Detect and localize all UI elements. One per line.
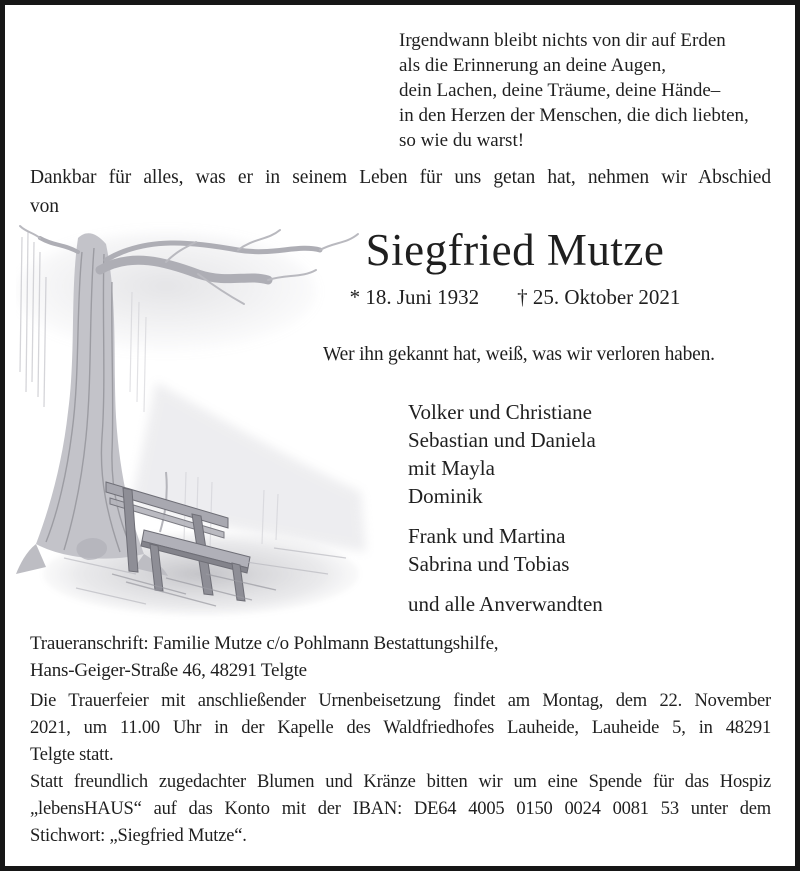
- mourner-name: mit Mayla: [408, 456, 495, 480]
- farewell-text: [30, 163, 771, 221]
- poem-line: als die Erinnerung an deine Augen,: [399, 55, 666, 76]
- donation-line: „lebensHAUS“ auf das Konto mit der IBAN: DE64 4005 0150 0024 0081 53 unter dem: [30, 799, 771, 819]
- deceased-name: Siegfried Mutze: [365, 225, 665, 275]
- mourner-name: und alle Anverwandten: [408, 592, 603, 616]
- tree-bench-sketch: [16, 222, 374, 620]
- service-line: Telgte statt.: [30, 745, 114, 765]
- address-line: Traueranschrift: Familie Mutze c/o Pohlmann Bestattungshilfe,: [30, 633, 499, 654]
- mourner-name: Sabrina und Tobias: [408, 552, 570, 576]
- service-details: [30, 688, 771, 769]
- poem-line: in den Herzen der Menschen, die dich liebten,: [399, 105, 749, 126]
- mourner-name: Sebastian und Daniela: [408, 428, 596, 452]
- mourner-name: Frank und Martina: [408, 524, 566, 548]
- life-dates: [330, 285, 700, 310]
- service-line: 2021, um 11.00 Uhr in der Kapelle des Waldfriedhofes Lauheide, Lauheide 5, in 48291: [30, 718, 771, 738]
- poem-line: Irgendwann bleibt nichts von dir auf Erden: [399, 30, 726, 51]
- poem-line: so wie du warst!: [399, 130, 525, 151]
- service-line: Die Trauerfeier mit anschließender Urnenbeisetzung findet am Montag, dem 22. November: [30, 691, 771, 711]
- address-line: Hans-Geiger-Straße 46, 48291 Telgte: [30, 660, 307, 681]
- mourner-name: Volker und Christiane: [408, 400, 592, 424]
- death-date: † 25. Oktober 2021: [517, 285, 681, 309]
- epitaph-line: Wer ihn gekannt hat, weiß, was wir verloren haben.: [323, 344, 715, 365]
- birth-date: * 18. Juni 1932: [349, 285, 480, 309]
- mourners-list: [408, 398, 603, 618]
- mourner-name: Dominik: [408, 484, 483, 508]
- funeral-address: [30, 630, 498, 684]
- mourners-group: [408, 398, 603, 510]
- farewell-line: von: [30, 196, 59, 217]
- deceased-block: [330, 224, 700, 310]
- donation-request: [30, 769, 771, 850]
- memorial-poem: [399, 28, 785, 153]
- farewell-line: Dankbar für alles, was er in seinem Leben für uns getan hat, nehmen wir Abschied: [30, 167, 771, 188]
- donation-line: Statt freundlich zugedachter Blumen und Kränze bitten wir um eine Spende für das Hospiz: [30, 772, 771, 792]
- poem-line: dein Lachen, deine Träume, deine Hände–: [399, 80, 721, 101]
- memorial-drawing: [16, 222, 374, 620]
- mourners-group: [408, 522, 603, 578]
- mourners-group: [408, 590, 603, 618]
- donation-line: Stichwort: „Siegfried Mutze“.: [30, 826, 247, 846]
